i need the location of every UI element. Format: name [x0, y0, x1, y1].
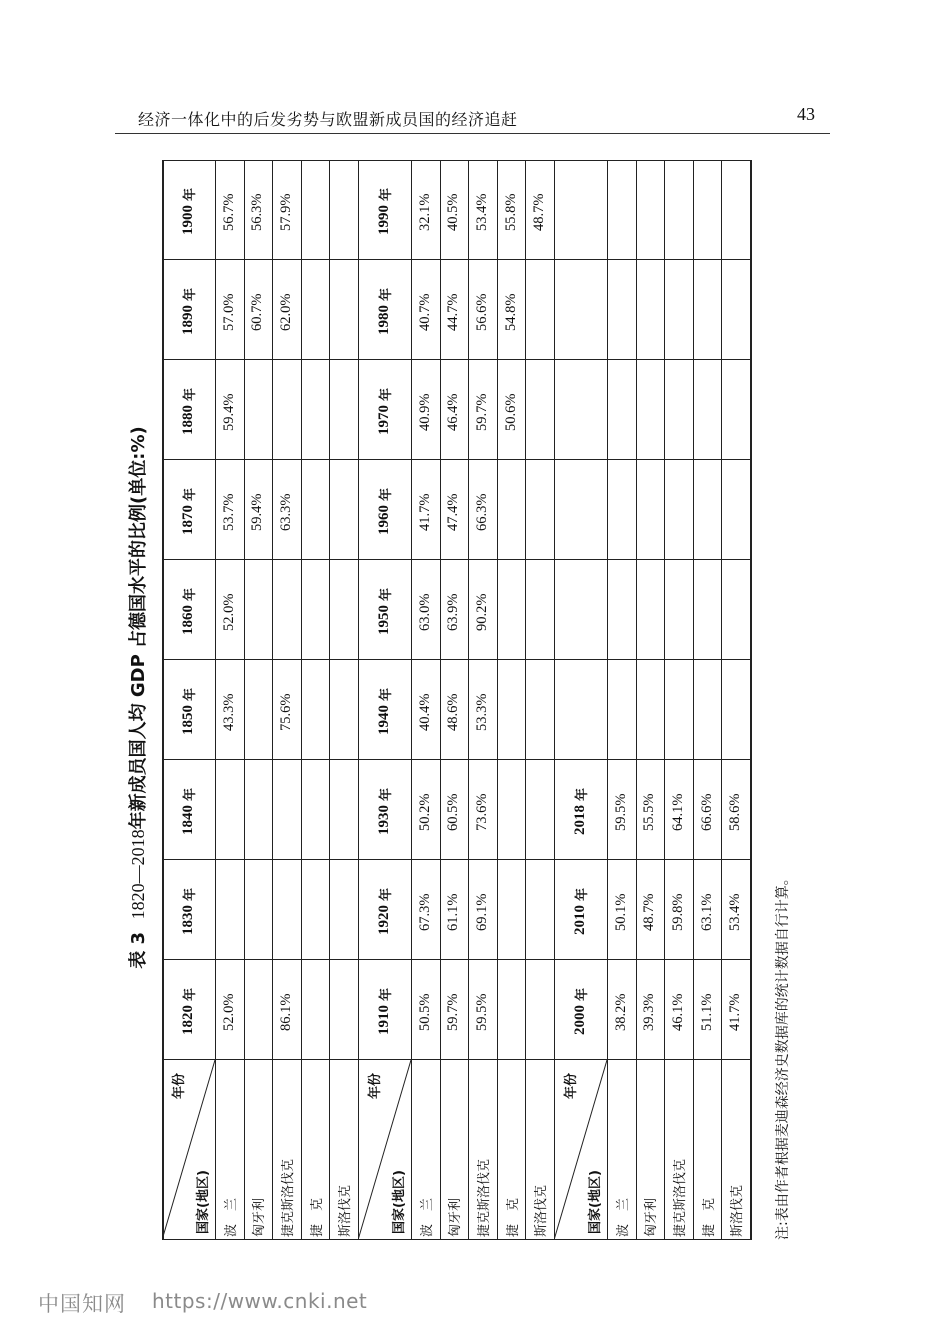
year-header-cell — [358, 860, 411, 960]
value-cell: 53.3% — [473, 693, 490, 731]
value-cell: 56.3% — [249, 193, 266, 231]
year-suffix: 年 — [183, 487, 198, 501]
value-cell: 66.6% — [698, 793, 715, 831]
value-cell: 59.7% — [445, 993, 462, 1031]
value-cell: 32.1% — [416, 193, 433, 231]
value-cell: 39.3% — [641, 993, 658, 1031]
column-rule — [358, 1059, 554, 1060]
value-cell — [301, 760, 330, 860]
value-cell — [272, 760, 301, 860]
cnki-logo-text: 中国知网 — [38, 1292, 126, 1316]
value-cell — [244, 860, 273, 960]
year-value: 1870 — [180, 505, 196, 535]
column-rule — [162, 559, 358, 560]
value-cell — [525, 860, 554, 960]
year-header-cell — [162, 660, 215, 760]
country-cell: 匈牙利 — [252, 1197, 268, 1237]
column-rule — [554, 759, 750, 760]
value-cell: 66.3% — [473, 493, 490, 531]
column-rule — [162, 459, 358, 460]
page-number: 43 — [797, 104, 815, 124]
value-cell: 67.3% — [416, 893, 433, 931]
corner-country-label: 国家(地区) — [196, 1170, 211, 1234]
corner-year-label: 年份 — [172, 1073, 187, 1100]
year-header-cell — [358, 360, 411, 460]
year-value: 1820 — [180, 1005, 196, 1035]
value-cell: 59.5% — [473, 993, 490, 1031]
column-rule — [554, 160, 750, 161]
year-value: 1830 — [180, 905, 196, 935]
value-cell — [301, 860, 330, 960]
column-rule — [554, 659, 750, 660]
year-header-cell — [554, 860, 607, 960]
value-cell: 50.5% — [416, 993, 433, 1031]
year-header-cell — [358, 960, 411, 1060]
value-cell — [525, 460, 554, 560]
year-value: 1920 — [376, 905, 392, 935]
table-note: 注:表由作者根据麦迪森经济史数据库的统计数据自行计算。 — [775, 871, 791, 1240]
country-cell: 波 兰 — [223, 1197, 239, 1237]
value-cell: 69.1% — [473, 893, 490, 931]
value-cell: 59.5% — [612, 793, 629, 831]
value-cell — [525, 660, 554, 760]
value-cell — [244, 760, 273, 860]
value-cell — [525, 760, 554, 860]
year-suffix: 年 — [379, 687, 394, 701]
table-caption — [118, 155, 158, 1240]
year-header-cell — [162, 760, 215, 860]
value-cell — [497, 460, 526, 560]
value-cell: 48.6% — [445, 693, 462, 731]
year-header-cell — [358, 260, 411, 360]
value-cell — [301, 560, 330, 660]
value-cell — [525, 260, 554, 360]
value-cell — [215, 760, 244, 860]
year-header-cell — [162, 160, 215, 260]
value-cell: 58.6% — [727, 793, 744, 831]
value-cell: 40.9% — [416, 393, 433, 431]
year-suffix: 年 — [183, 587, 198, 601]
table-row — [664, 160, 693, 1240]
year-suffix: 年 — [183, 987, 198, 1001]
value-cell: 41.7% — [416, 493, 433, 531]
table-row — [721, 160, 750, 1240]
value-cell — [329, 660, 358, 760]
year-suffix: 年 — [379, 787, 394, 801]
country-cell: 捷克斯洛伐克 — [672, 1158, 688, 1237]
value-cell — [301, 160, 330, 260]
year-suffix: 年 — [183, 187, 198, 201]
value-cell — [329, 860, 358, 960]
year-suffix: 年 — [183, 887, 198, 901]
value-cell: 48.7% — [641, 893, 658, 931]
year-suffix: 年 — [575, 987, 590, 1001]
value-cell: 59.8% — [669, 893, 686, 931]
table-row — [272, 160, 301, 1240]
value-cell: 53.4% — [727, 893, 744, 931]
rotated-table-area — [118, 155, 803, 1240]
value-cell — [301, 960, 330, 1060]
column-rule — [162, 759, 358, 760]
column-rule — [358, 459, 554, 460]
table-row — [636, 160, 665, 1240]
value-cell — [329, 260, 358, 360]
country-cell: 匈牙利 — [448, 1197, 464, 1237]
table-row — [607, 160, 636, 1240]
value-cell: 64.1% — [669, 793, 686, 831]
value-cell: 59.4% — [249, 493, 266, 531]
column-rule — [162, 959, 358, 960]
value-cell: 86.1% — [277, 993, 294, 1031]
value-cell: 46.4% — [445, 393, 462, 431]
table-row — [525, 160, 554, 1240]
running-header-title: 经济一体化中的后发劣势与欧盟新成员国的经济追赶 — [138, 110, 518, 129]
year-header-cell — [358, 560, 411, 660]
year-suffix: 年 — [379, 287, 394, 301]
value-cell — [497, 560, 526, 660]
value-cell: 50.1% — [612, 893, 629, 931]
table-row — [244, 160, 273, 1240]
year-header-cell — [162, 360, 215, 460]
value-cell: 40.7% — [416, 293, 433, 331]
column-rule — [554, 359, 750, 360]
year-value: 1960 — [376, 505, 392, 535]
column-rule — [162, 859, 358, 860]
value-cell: 60.7% — [249, 293, 266, 331]
year-header-cell — [162, 460, 215, 560]
year-header-cell — [162, 560, 215, 660]
year-header-cell — [358, 160, 411, 260]
year-suffix: 年 — [379, 987, 394, 1001]
value-cell: 52.0% — [220, 993, 237, 1031]
year-value: 2018 — [572, 805, 588, 835]
value-cell: 63.1% — [698, 893, 715, 931]
year-value: 1890 — [180, 305, 196, 335]
value-cell: 53.4% — [473, 193, 490, 231]
value-cell — [497, 760, 526, 860]
value-cell — [525, 360, 554, 460]
gdp-ratio-table — [162, 160, 764, 1240]
table-header-row — [554, 160, 607, 1240]
value-cell: 55.8% — [502, 193, 519, 231]
table-caption-years: 1820—2018 — [128, 829, 148, 920]
table-row — [329, 160, 358, 1240]
year-value: 1950 — [376, 605, 392, 635]
column-rule — [358, 1239, 554, 1240]
year-suffix: 年 — [575, 787, 590, 801]
column-rule — [358, 160, 554, 161]
value-cell: 41.7% — [727, 993, 744, 1031]
table-row — [301, 160, 330, 1240]
country-cell: 捷 克 — [309, 1197, 325, 1237]
column-rule — [162, 160, 358, 161]
value-cell: 48.7% — [531, 193, 548, 231]
value-cell — [329, 460, 358, 560]
corner-year-label: 年份 — [368, 1073, 383, 1100]
value-cell: 52.0% — [220, 593, 237, 631]
country-cell: 匈牙利 — [644, 1197, 660, 1237]
year-value: 1910 — [376, 1005, 392, 1035]
column-rule — [358, 659, 554, 660]
value-cell — [244, 360, 273, 460]
country-cell: 斯洛伐克 — [534, 1184, 550, 1237]
value-cell — [301, 360, 330, 460]
value-cell: 38.2% — [612, 993, 629, 1031]
year-value: 1980 — [376, 305, 392, 335]
value-cell — [244, 660, 273, 760]
year-header-cell — [358, 660, 411, 760]
column-rule — [162, 659, 358, 660]
table-row — [215, 160, 244, 1240]
table-caption-prefix: 表 3 — [128, 931, 149, 969]
value-cell: 44.7% — [445, 293, 462, 331]
value-cell: 63.9% — [445, 593, 462, 631]
table-row — [497, 160, 526, 1240]
value-cell: 40.4% — [416, 693, 433, 731]
value-cell: 46.1% — [669, 993, 686, 1031]
table-header-row — [162, 160, 215, 1240]
column-rule — [358, 759, 554, 760]
column-rule — [162, 1059, 358, 1060]
value-cell: 57.9% — [277, 193, 294, 231]
value-cell: 43.3% — [220, 693, 237, 731]
table-caption-text: 年新成员国人均 GDP 占德国水平的比例(单位:%) — [128, 426, 149, 830]
value-cell — [329, 560, 358, 660]
value-cell — [301, 660, 330, 760]
year-header-cell — [162, 960, 215, 1060]
value-cell: 75.6% — [277, 693, 294, 731]
year-header-cell — [358, 460, 411, 560]
value-cell: 56.6% — [473, 293, 490, 331]
column-rule — [358, 359, 554, 360]
year-suffix: 年 — [183, 687, 198, 701]
year-header-cell — [554, 960, 607, 1060]
year-value: 1990 — [376, 205, 392, 235]
value-cell — [272, 860, 301, 960]
value-cell — [497, 860, 526, 960]
value-cell: 51.1% — [698, 993, 715, 1031]
year-value: 1850 — [180, 705, 196, 735]
corner-country-label: 国家(地区) — [392, 1170, 407, 1234]
table-rule — [750, 160, 752, 1240]
column-rule — [554, 1059, 750, 1060]
year-value: 1880 — [180, 405, 196, 435]
year-suffix: 年 — [183, 387, 198, 401]
table-row — [440, 160, 469, 1240]
value-cell: 73.6% — [473, 793, 490, 831]
year-value: 1940 — [376, 705, 392, 735]
value-cell — [525, 960, 554, 1060]
year-header-cell — [358, 760, 411, 860]
column-rule — [358, 259, 554, 260]
column-rule — [358, 859, 554, 860]
value-cell — [329, 160, 358, 260]
value-cell — [215, 860, 244, 960]
country-cell: 捷 克 — [701, 1197, 717, 1237]
value-cell: 60.5% — [445, 793, 462, 831]
column-rule — [554, 859, 750, 860]
value-cell — [497, 960, 526, 1060]
value-cell: 55.5% — [641, 793, 658, 831]
column-rule — [554, 1239, 750, 1240]
value-cell: 47.4% — [445, 493, 462, 531]
value-cell: 54.8% — [502, 293, 519, 331]
value-cell — [272, 360, 301, 460]
year-suffix: 年 — [379, 187, 394, 201]
cnki-url[interactable]: https://www.cnki.net — [152, 1289, 368, 1313]
column-rule — [554, 459, 750, 460]
country-cell: 波 兰 — [419, 1197, 435, 1237]
value-cell — [244, 560, 273, 660]
year-value: 1970 — [376, 405, 392, 435]
value-cell: 53.7% — [220, 493, 237, 531]
year-suffix: 年 — [379, 387, 394, 401]
year-value: 1840 — [180, 805, 196, 835]
value-cell — [329, 760, 358, 860]
value-cell: 63.3% — [277, 493, 294, 531]
table-row — [411, 160, 440, 1240]
value-cell: 50.6% — [502, 393, 519, 431]
value-cell: 63.0% — [416, 593, 433, 631]
year-suffix: 年 — [183, 287, 198, 301]
country-cell: 波 兰 — [615, 1197, 631, 1237]
corner-header-cell — [358, 1065, 411, 1240]
year-value: 1930 — [376, 805, 392, 835]
value-cell — [301, 460, 330, 560]
country-cell: 斯洛伐克 — [338, 1184, 354, 1237]
value-cell: 40.5% — [445, 193, 462, 231]
value-cell — [301, 260, 330, 360]
value-cell: 56.7% — [220, 193, 237, 231]
corner-year-label: 年份 — [564, 1073, 579, 1100]
year-header-cell — [554, 760, 607, 860]
value-cell — [244, 960, 273, 1060]
country-cell: 捷克斯洛伐克 — [476, 1158, 492, 1237]
column-rule — [358, 559, 554, 560]
header-rule — [115, 133, 830, 134]
value-cell: 50.2% — [416, 793, 433, 831]
country-cell: 斯洛伐克 — [730, 1184, 746, 1237]
value-cell: 90.2% — [473, 593, 490, 631]
year-value: 1860 — [180, 605, 196, 635]
value-cell: 57.0% — [220, 293, 237, 331]
column-rule — [162, 1239, 358, 1240]
value-cell — [525, 560, 554, 660]
year-header-cell — [162, 260, 215, 360]
table-row — [468, 160, 497, 1240]
column-rule — [554, 959, 750, 960]
value-cell: 61.1% — [445, 893, 462, 931]
column-rule — [162, 259, 358, 260]
country-cell: 捷 克 — [505, 1197, 521, 1237]
country-cell: 捷克斯洛伐克 — [280, 1158, 296, 1237]
year-suffix: 年 — [183, 787, 198, 801]
value-cell: 59.4% — [220, 393, 237, 431]
column-rule — [554, 559, 750, 560]
year-header-cell — [162, 860, 215, 960]
year-suffix: 年 — [379, 887, 394, 901]
column-rule — [554, 259, 750, 260]
value-cell — [329, 960, 358, 1060]
year-value: 1900 — [180, 205, 196, 235]
corner-header-cell — [554, 1065, 607, 1240]
year-suffix: 年 — [575, 887, 590, 901]
value-cell: 62.0% — [277, 293, 294, 331]
column-rule — [162, 359, 358, 360]
year-suffix: 年 — [379, 487, 394, 501]
year-suffix: 年 — [379, 587, 394, 601]
table-row — [693, 160, 722, 1240]
table-header-row — [358, 160, 411, 1240]
value-cell — [272, 560, 301, 660]
corner-header-cell — [162, 1065, 215, 1240]
year-value: 2010 — [572, 905, 588, 935]
value-cell — [497, 660, 526, 760]
value-cell: 59.7% — [473, 393, 490, 431]
corner-country-label: 国家(地区) — [588, 1170, 603, 1234]
year-value: 2000 — [572, 1005, 588, 1035]
value-cell — [329, 360, 358, 460]
column-rule — [358, 959, 554, 960]
